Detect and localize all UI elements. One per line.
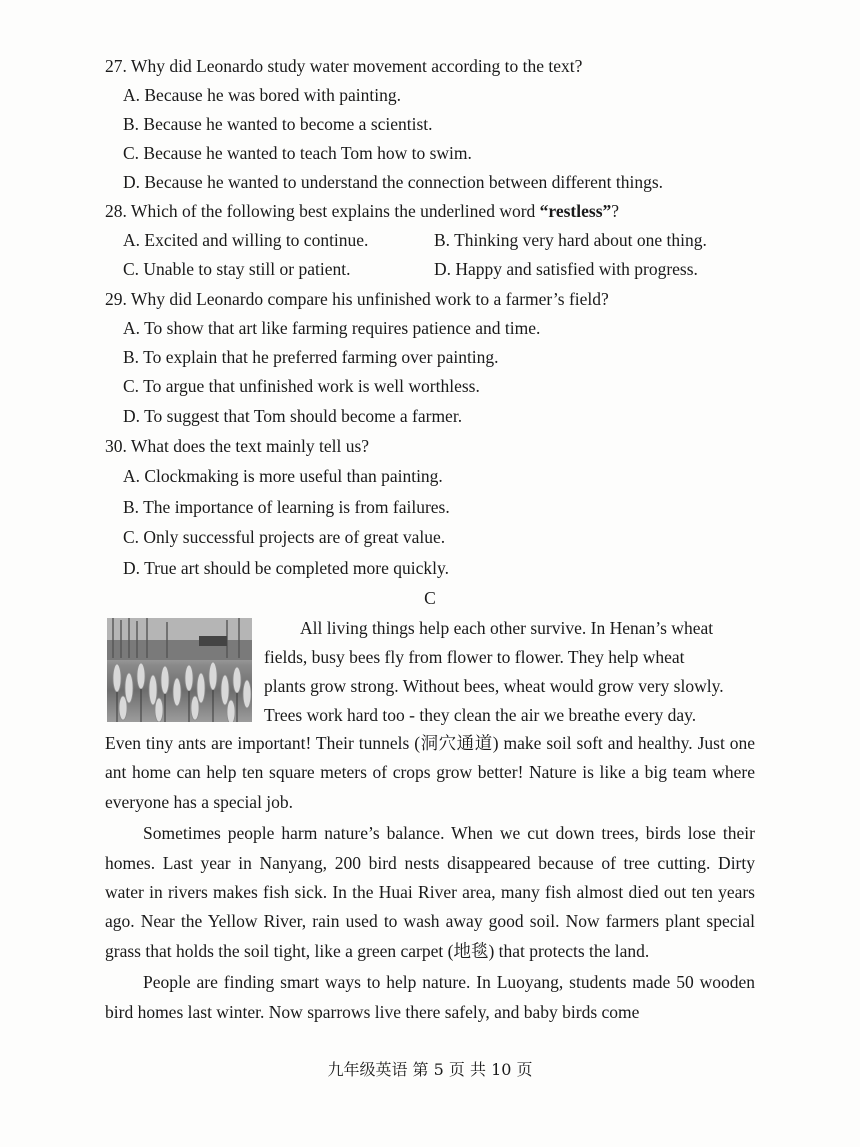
wheat-field-photo <box>107 618 252 722</box>
question-28-stem <box>105 200 619 222</box>
question-30-stem: 30. What does the text mainly tell us? <box>105 436 370 456</box>
question-30-option-a: A. Clockmaking is more useful than painting. <box>123 466 443 486</box>
page-footer: 九年级英语 第 5 页 共 10 页 <box>327 1060 533 1079</box>
question-30-option-b: B. The importance of learning is from failures. <box>123 497 450 517</box>
passage-line-4: Trees work hard too - they clean the air we breathe every day. <box>264 705 697 725</box>
paragraph-1-rest: Even tiny ants are important! Their tunnels (洞穴通道) make soil soft and healthy. Just one ant home can help ten square meters of crops grow better! Nature is like a big team where everyone has a special job. <box>105 733 755 812</box>
question-30-option-d: D. True art should be completed more quickly. <box>123 558 449 578</box>
question-28-option-b: B. Thinking very hard about one thing. <box>434 230 707 250</box>
question-29-stem: 29. Why did Leonardo compare his unfinished work to a farmer’s field? <box>105 289 609 309</box>
section-heading: C <box>424 588 436 608</box>
question-29-option-d: D. To suggest that Tom should become a farmer. <box>123 406 463 426</box>
question-27-option-a: A. Because he was bored with painting. <box>123 85 401 105</box>
paragraph-2: Sometimes people harm nature’s balance. When we cut down trees, birds lose their homes. Last year in Nanyang, 200 bird nests disappeared because of tree cutting. Dirty water in rivers makes fish sick. In the Huai River area, many fish almost died out ten years ago. Near the Yellow River, rain used to wash away good soil. Now farmers plant special grass that holds the soil tight, like a green carpet (地毯) that protects the land. <box>105 823 755 961</box>
question-29-option-c: C. To argue that unfinished work is well worthless. <box>123 376 480 396</box>
passage-line-2: fields, busy bees fly from flower to flower. They help wheat <box>264 647 685 667</box>
passage-line-3: plants grow strong. Without bees, wheat would grow very slowly. <box>264 676 724 696</box>
question-28-keyword: “restless” <box>539 201 612 221</box>
question-27-option-c: C. Because he wanted to teach Tom how to swim. <box>123 143 472 163</box>
question-27-option-d: D. Because he wanted to understand the connection between different things. <box>123 172 664 192</box>
question-27-option-b: B. Because he wanted to become a scientist. <box>123 114 433 134</box>
question-28-stem-end: ? <box>611 201 620 221</box>
question-29-option-b: B. To explain that he preferred farming over painting. <box>123 347 499 367</box>
question-28-option-d: D. Happy and satisfied with progress. <box>434 259 698 279</box>
question-28-option-c: C. Unable to stay still or patient. <box>123 259 351 279</box>
question-30-option-c: C. Only successful projects are of great value. <box>123 527 446 547</box>
question-28-option-a: A. Excited and willing to continue. <box>123 230 369 250</box>
question-29-option-a: A. To show that art like farming requires patience and time. <box>123 318 541 338</box>
question-27-stem: 27. Why did Leonardo study water movement according to the text? <box>105 56 583 76</box>
wheat-field-image <box>107 618 252 722</box>
passage-body <box>105 729 755 1027</box>
passage-line-1: All living things help each other survive. In Henan’s wheat <box>300 618 714 638</box>
question-28-stem-text: 28. Which of the following best explains the underlined word <box>105 201 540 221</box>
paragraph-3: People are finding smart ways to help nature. In Luoyang, students made 50 wooden bird homes last winter. Now sparrows live there safely, and baby birds come <box>105 972 755 1022</box>
